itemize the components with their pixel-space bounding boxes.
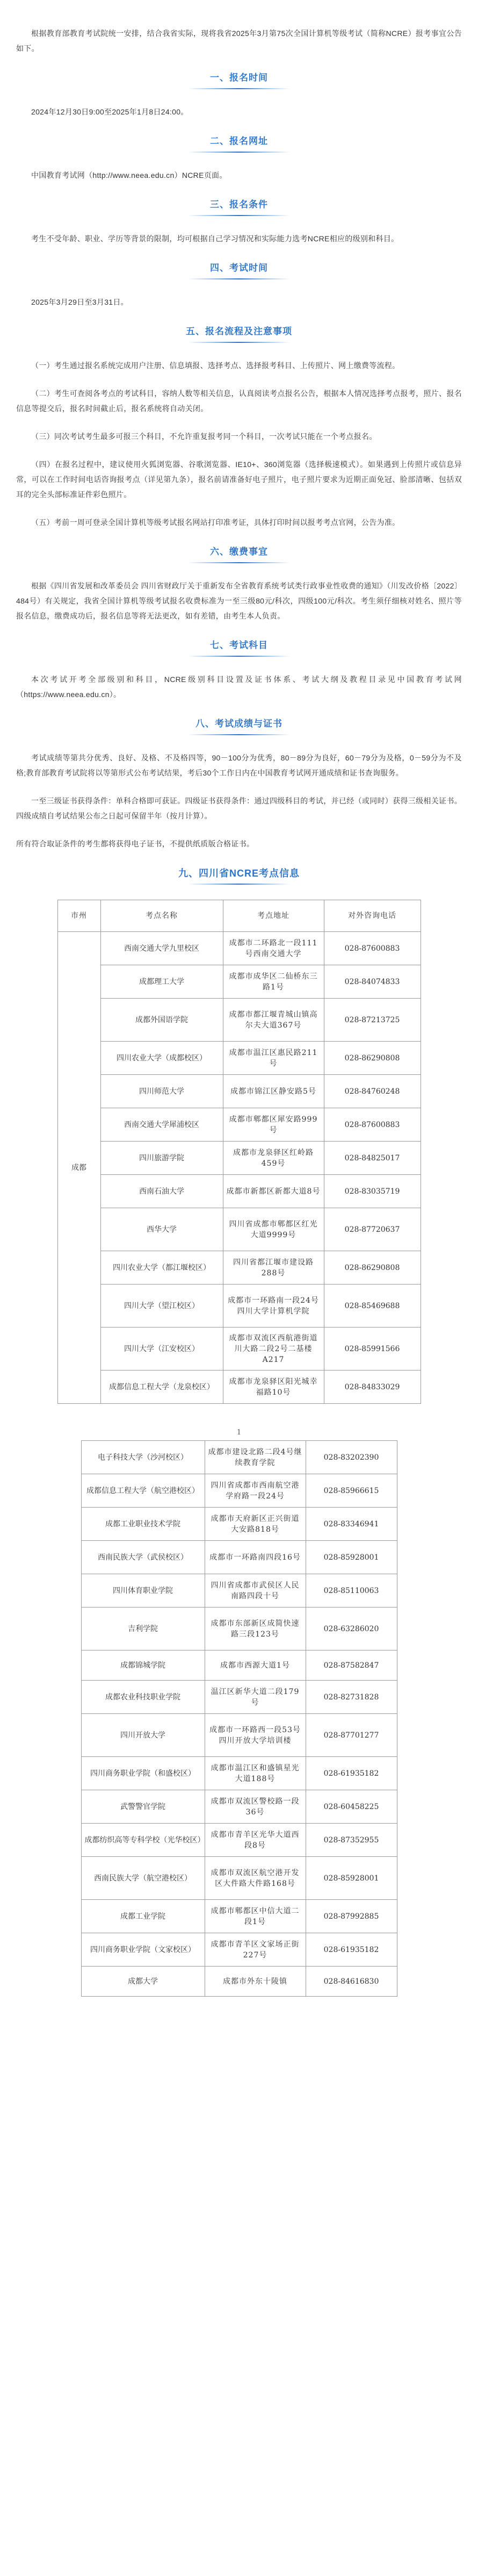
center-address: 成都市一环路西一段53号四川开放大学培训楼 — [205, 1714, 306, 1757]
center-name: 成都理工大学 — [100, 965, 223, 999]
center-phone: 028-85928001 — [306, 1541, 397, 1574]
center-name: 西南交通大学犀浦校区 — [100, 1108, 223, 1142]
center-phone: 028-87992885 — [306, 1900, 397, 1933]
center-address: 四川省成都市西南航空港学府路一段24号 — [205, 1474, 306, 1508]
center-name: 四川大学（望江校区） — [100, 1285, 223, 1328]
center-phone: 028-87701277 — [306, 1714, 397, 1757]
section-heading — [16, 544, 462, 563]
section-title-exam-time: 四、考试时间 — [210, 263, 268, 273]
section-divider — [188, 734, 290, 735]
city-cell: 成都 — [57, 932, 100, 1404]
section-title-registration-url: 二、报名网址 — [210, 136, 268, 146]
center-phone: 028-83202390 — [306, 1441, 397, 1474]
center-phone: 028-85966615 — [306, 1474, 397, 1508]
center-address: 成都市建设北路二段4号继续教育学院 — [205, 1441, 306, 1474]
center-name: 四川商务职业学院（文家校区） — [81, 1933, 205, 1967]
center-phone: 028-87720637 — [324, 1208, 421, 1251]
results-text-2: 一至三级证书获得条件：单科合格即可获证。四级证书获得条件：通过四级科目的考试，并已经（或同时）获得三级相关证书。四级成绩自考试结果公布之日起可保留半年（按月计算）。 — [16, 797, 462, 820]
center-address: 成都市青羊区光华大道西段8号 — [205, 1824, 306, 1857]
center-name: 电子科技大学（沙河校区） — [81, 1441, 205, 1474]
center-address: 四川省成都市郫都区红光大道9999号 — [223, 1208, 324, 1251]
center-name: 四川农业大学（成都校区） — [100, 1042, 223, 1075]
center-phone: 028-84074833 — [324, 965, 421, 999]
center-name: 成都信息工程大学（航空港校区） — [81, 1474, 205, 1508]
center-name: 四川师范大学 — [100, 1075, 223, 1108]
center-name: 西南民族大学（航空港校区） — [81, 1857, 205, 1900]
center-address: 成都市西源大道1号 — [205, 1651, 306, 1681]
table-row — [81, 1714, 397, 1757]
center-name: 四川农业大学（都江堰校区） — [100, 1251, 223, 1285]
table-row — [57, 1175, 421, 1208]
center-address: 成都市东部新区成简快速路三段123号 — [205, 1608, 306, 1651]
center-phone: 028-61935182 — [306, 1757, 397, 1790]
process-note-2: （二）考生可查阅各考点的考试科目，容纳人数等相关信息，认真阅读考点报名公告，根据本人情况选择考点报考，照片、报名信息等提交后，报名时间截止后，报名系统将自动关闭。 — [16, 389, 462, 413]
table-row — [81, 1681, 397, 1714]
registration-time-text: 2024年12月30日9:00至2025年1月8日24:00。 — [31, 107, 189, 116]
table-row — [57, 932, 421, 965]
table-row — [57, 999, 421, 1042]
table-row — [81, 1757, 397, 1790]
center-address: 成都市郫都区犀安路999号 — [223, 1108, 324, 1142]
header-center-name: 考点名称 — [100, 900, 223, 932]
center-address: 成都市双流区西航港街道川大路二段2号二基楼A217 — [223, 1328, 324, 1370]
center-address: 成都市成华区二仙桥东三路1号 — [223, 965, 324, 999]
center-phone: 028-83035719 — [324, 1175, 421, 1208]
registration-url-text: 中国教育考试网（http://www.neea.edu.cn）NCRE页面。 — [31, 171, 227, 180]
section-heading — [16, 865, 462, 885]
center-address: 成都市龙泉驿区红岭路459号 — [223, 1142, 324, 1175]
center-address: 成都市一环路南四段16号 — [205, 1541, 306, 1574]
table-row — [81, 1857, 397, 1900]
center-name: 四川商务职业学院（和盛校区） — [81, 1757, 205, 1790]
center-address: 成都市新都区新都大道8号 — [223, 1175, 324, 1208]
payment-text: 根据《四川省发展和改革委员会 四川省财政厅关于重新发布全省教育系统考试类行政事业性收费的通知》（川发改价格〔2022〕484号）有关规定，我省全国计算机等级考试报名收费标准为一至三级80元/科次，四级100元/科次。考生须仔细核对姓名、照片等报名信息，缴费成功后，报名信息等将无法更改，如有差错，由考生本人负责。 — [16, 582, 462, 620]
center-phone: 028-84760248 — [324, 1075, 421, 1108]
center-phone: 028-87582847 — [306, 1651, 397, 1681]
center-address: 成都市天府新区正兴街道大安路818号 — [205, 1508, 306, 1541]
center-address: 温江区新华大道二段179号 — [205, 1681, 306, 1714]
center-name: 西南石油大学 — [100, 1175, 223, 1208]
table-row — [57, 1142, 421, 1175]
section-heading — [16, 133, 462, 153]
table-row — [81, 1508, 397, 1541]
center-address: 四川省成都市武侯区人民南路四段十号 — [205, 1574, 306, 1608]
section-heading — [16, 197, 462, 216]
eligibility-text: 考生不受年龄、职业、学历等背景的限制，均可根据自己学习情况和实际能力选考NCRE相应的级别和科目。 — [31, 234, 399, 243]
center-address: 成都市双流区航空港开发区大件路大件路168号 — [205, 1857, 306, 1900]
center-name: 成都工业职业技术学院 — [81, 1508, 205, 1541]
section-heading — [16, 716, 462, 735]
table-row — [81, 1541, 397, 1574]
table-row — [57, 965, 421, 999]
header-center-address: 考点地址 — [223, 900, 324, 932]
center-address: 成都市都江堰青城山镇高尔夫大道367号 — [223, 999, 324, 1042]
center-address: 成都市双流区警校路一段36号 — [205, 1790, 306, 1824]
center-name: 成都农业科技职业学院 — [81, 1681, 205, 1714]
center-phone: 028-84825017 — [324, 1142, 421, 1175]
section-title-registration-time: 一、报名时间 — [210, 73, 268, 83]
center-name: 四川体育职业学院 — [81, 1574, 205, 1608]
center-name: 吉利学院 — [81, 1608, 205, 1651]
table-row — [57, 1075, 421, 1108]
center-name: 西南民族大学（武侯校区） — [81, 1541, 205, 1574]
results-text-3: 所有符合取证条件的考生都将获得电子证书，不提供纸质版合格证书。 — [16, 839, 255, 848]
section-title-subjects: 七、考试科目 — [210, 640, 268, 650]
center-name: 武警警官学院 — [81, 1790, 205, 1824]
section-divider — [188, 278, 290, 279]
section-divider — [188, 656, 290, 657]
table-row — [81, 1441, 397, 1474]
center-name: 成都信息工程大学（龙泉校区） — [100, 1370, 223, 1404]
section-title-process-notes: 五、报名流程及注意事项 — [186, 326, 292, 336]
section-title-test-centers: 九、四川省NCRE考点信息 — [178, 868, 300, 879]
table-row — [81, 1790, 397, 1824]
center-phone: 028-83346941 — [306, 1508, 397, 1541]
center-address: 成都市二环路北一段111号西南交通大学 — [223, 932, 324, 965]
section-heading — [16, 637, 462, 657]
section-title-results-certificates: 八、考试成绩与证书 — [195, 719, 283, 729]
table-row — [81, 1474, 397, 1508]
center-phone: 028-84833029 — [324, 1370, 421, 1404]
center-name: 成都外国语学院 — [100, 999, 223, 1042]
table-row — [81, 1967, 397, 1997]
center-name: 成都锦城学院 — [81, 1651, 205, 1681]
section-heading — [16, 260, 462, 279]
section-title-eligibility: 三、报名条件 — [210, 199, 268, 210]
results-text-1: 考试成绩等第共分优秀、良好、及格、不及格四等，90－100分为优秀，80－89分为良好，60－79分为及格，0－59分为不及格;教育部教育考试院将以等第形式公布考试结果，考后30个工作日内在中国教育考试网开通成绩和证书查询服务。 — [16, 754, 462, 777]
center-address: 成都市外东十陵镇 — [205, 1967, 306, 1997]
center-name: 四川开放大学 — [81, 1714, 205, 1757]
center-address: 成都市锦江区静安路5号 — [223, 1075, 324, 1108]
section-divider — [188, 88, 290, 89]
center-phone: 028-82731828 — [306, 1681, 397, 1714]
table-row — [57, 1108, 421, 1142]
section-divider — [188, 884, 290, 885]
center-name: 四川大学（江安校区） — [100, 1328, 223, 1370]
section-title-payment: 六、缴费事宜 — [210, 547, 268, 557]
center-phone: 028-63286020 — [306, 1608, 397, 1651]
section-heading — [16, 324, 462, 343]
header-phone: 对外咨询电话 — [324, 900, 421, 932]
section-divider — [188, 562, 290, 563]
center-phone: 028-85928001 — [306, 1857, 397, 1900]
center-name: 成都纺织高等专科学校（光华校区） — [81, 1824, 205, 1857]
table-row — [81, 1574, 397, 1608]
table-row — [57, 1328, 421, 1370]
table-row — [57, 1208, 421, 1251]
center-phone: 028-84616830 — [306, 1967, 397, 1997]
table-row — [81, 1933, 397, 1967]
header-city: 市州 — [57, 900, 100, 932]
center-phone: 028-87600883 — [324, 932, 421, 965]
center-name: 成都工业学院 — [81, 1900, 205, 1933]
process-note-1: （一）考生通过报名系统完成用户注册、信息填报、选择考点、选择报考科目、上传照片、网上缴费等流程。 — [31, 361, 400, 370]
process-note-4: （四）在报名过程中，建议使用火狐浏览器、谷歌浏览器、IE10+、360浏览器（选择极速模式）。如果遇到上传照片或信息异常，可以在工作时间电话咨询报考点（详见第九条），报名前请准备好电子照片，电子照片要求为近期正面免冠、脸部清晰、包括双耳的完全头部标准证件彩色照片。 — [16, 460, 462, 499]
table-header-row — [57, 900, 421, 932]
center-phone: 028-87213725 — [324, 999, 421, 1042]
center-phone: 028-85469688 — [324, 1285, 421, 1328]
center-address: 成都市青羊区文家场正街227号 — [205, 1933, 306, 1967]
process-note-3: （三）同次考试考生最多可报三个科目，不允许重复报考同一个科目，一次考试只能在一个考点报名。 — [31, 432, 377, 441]
test-center-table-1 — [57, 900, 421, 1404]
section-divider — [188, 215, 290, 216]
center-phone: 028-86290808 — [324, 1042, 421, 1075]
table-row — [57, 1042, 421, 1075]
page-number: 1 — [236, 1429, 242, 1437]
center-name: 西华大学 — [100, 1208, 223, 1251]
table-row — [81, 1824, 397, 1857]
center-address: 成都市温江区惠民路211号 — [223, 1042, 324, 1075]
center-address: 成都市温江区和盛镇星光大道188号 — [205, 1757, 306, 1790]
table-row — [57, 1251, 421, 1285]
center-address: 四川省都江堰市建设路288号 — [223, 1251, 324, 1285]
table-row — [81, 1900, 397, 1933]
section-divider — [188, 342, 290, 343]
center-address: 成都市龙泉驿区阳光城幸福路10号 — [223, 1370, 324, 1404]
center-phone: 028-85991566 — [324, 1328, 421, 1370]
exam-time-text: 2025年3月29日至3月31日。 — [31, 298, 128, 306]
table-row — [57, 1370, 421, 1404]
table-row — [81, 1608, 397, 1651]
center-name: 四川旅游学院 — [100, 1142, 223, 1175]
table-row — [81, 1651, 397, 1681]
subjects-text: 本次考试开考全部级别和科目，NCRE级别科目设置及证书体系、考试大纲及教程目录见中国教育考试网（https://www.neea.edu.cn）。 — [16, 675, 462, 699]
table-row — [57, 1285, 421, 1328]
center-address: 成都市郫都区中信大道二段1号 — [205, 1900, 306, 1933]
test-center-table-2 — [81, 1440, 397, 1997]
center-name: 成都大学 — [81, 1967, 205, 1997]
center-phone: 028-86290808 — [324, 1251, 421, 1285]
center-address: 成都市一环路南一段24号四川大学计算机学院 — [223, 1285, 324, 1328]
center-phone: 028-85110063 — [306, 1574, 397, 1608]
center-name: 西南交通大学九里校区 — [100, 932, 223, 965]
intro-paragraph: 根据教育部教育考试院统一安排，结合我省实际，现将我省2025年3月第75次全国计算机等级考试（简称NCRE）报考事宜公告如下。 — [16, 29, 462, 53]
center-phone: 028-61935182 — [306, 1933, 397, 1967]
center-phone: 028-60458225 — [306, 1790, 397, 1824]
section-divider — [188, 152, 290, 153]
center-phone: 028-87600883 — [324, 1108, 421, 1142]
section-heading — [16, 70, 462, 89]
process-note-5: （五）考前一周可登录全国计算机等级考试报名网站打印准考证，具体打印时间以报考考点官网，公告为准。 — [31, 518, 400, 527]
center-phone: 028-87352955 — [306, 1824, 397, 1857]
